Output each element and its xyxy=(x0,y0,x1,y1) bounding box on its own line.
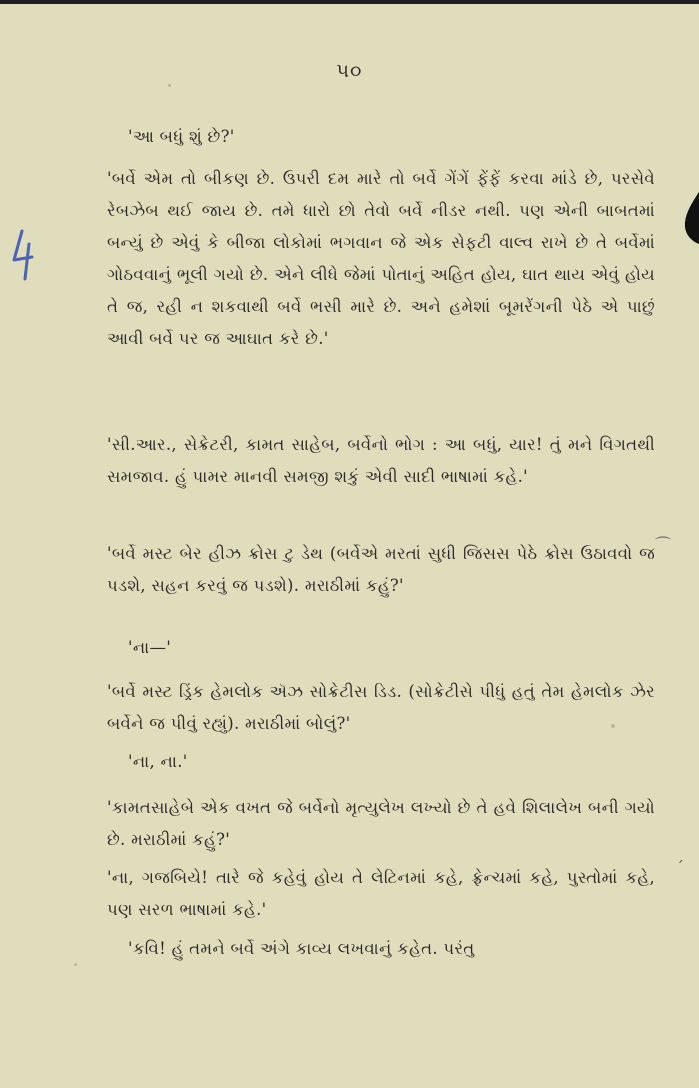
paragraph-2: 'બર્વે એમ તો બીકણ છે. ઉપરી દમ મારે તો બર્વે ગેંગેં ફેંફેં કરવા માંડે છે, પરસેવે રેબઝેબ થઈ જાય છે. તમે ધારો છો તેવો બર્વે નીડર નથી. પણ એની બાબતમાં બન્યું છે એવું કે બીજા લોકોમાં ભગવાન જે એક સેફટી વાલ્વ રાખે છે તે બર્વેમાં ગોઠવવાનું ભૂલી ગયો છે. એને લીધે જેમાં પોતાનું અહિત હોય, ઘાત થાય એવું હોય તે જ, રહી ન શકવાથી બર્વે ભસી મારે છે. અને હમેશાં બૂમરેંગની પેઠે એ પાછું આવી બર્વે પર જ આઘાત કરે છે.' xyxy=(107,169,655,348)
margin-checkmark-mark xyxy=(8,226,42,282)
right-margin-tick-1: ⌒ xyxy=(655,535,672,554)
paper-speck-1 xyxy=(168,84,171,87)
paragraph-6: 'બર્વે મસ્ટ ડ્રિંક હેમલોક ઍઝ સોક્રેટીસ ડિડ. (સોક્રેટીસે પીધું હતું તેમ હેમલોક ઝેર બર્વેને જ પીવું રહ્યું). મરાઠીમાં બોલું?' xyxy=(107,682,655,733)
right-margin-tick-2: ˊ xyxy=(676,858,684,877)
paragraph-7: 'ના, ના.' xyxy=(128,752,188,771)
paragraph-10: 'કવિ! હું તમને બર્વે અંગે કાવ્ય લખવાનું કહેત. પરંતુ xyxy=(128,939,475,958)
paragraph-1: 'આ બધું શું છે?' xyxy=(128,127,235,146)
paragraph-9: 'ના, ગજબિયે! તારે જે કહેવું હોય તે લેટિનમાં કહે, ફ્રેન્ચમાં કહે, પુસ્તોમાં કહે, પણ સરળ ભાષામાં કહે.' xyxy=(107,868,655,919)
page-number: ૫૦ xyxy=(336,60,363,82)
page-top-edge xyxy=(0,0,699,4)
paper-speck-3 xyxy=(74,963,77,966)
paragraph-5: 'ના—' xyxy=(128,638,172,657)
ink-blot-mark xyxy=(677,192,699,244)
paragraph-3: 'સી.આર., સેક્રેટરી, કામત સાહેબ, બર્વેનો ભોગ : આ બધું, યાર! તું મને વિગતથી સમજાવ. હું પામર માનવી સમજી શકું એવી સાદી ભાષામાં કહે.' xyxy=(107,435,655,486)
paragraph-4: 'બર્વે મસ્ટ બેર હીઝ ક્રોસ ટુ ડેથ (બર્વેએ મરતાં સુધી જિસસ પેઠે ક્રોસ ઉઠાવવો જ પડશે, સહન કરવું જ પડશે). મરાઠીમાં કહું?' xyxy=(107,544,655,595)
paragraph-8: 'કામતસાહેબે એક વખત જે બર્વેનો મૃત્યુલેખ લખ્યો છે તે હવે શિલાલેખ બની ગયો છે. મરાઠીમાં કહું?' xyxy=(107,798,655,849)
